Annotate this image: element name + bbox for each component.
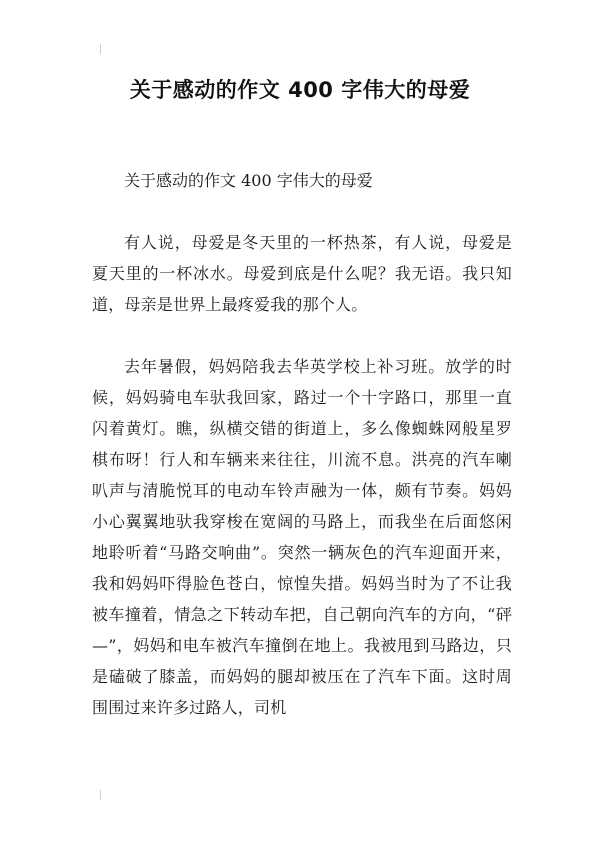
document-body bbox=[92, 165, 512, 754]
document-title: 关于感动的作文 400 字伟大的母爱 bbox=[129, 78, 471, 102]
paragraph-1: 有人说，母爱是冬天里的一杯热茶，有人说，母爱是夏天里的一杯冰水。母爱到底是什么呢？我无语。我只知道，母亲是世界上最疼爱我的那个人。 bbox=[92, 233, 512, 314]
document-subtitle: 关于感动的作文 400 字伟大的母爱 bbox=[124, 171, 373, 190]
paragraph-2: 去年暑假，妈妈陪我去华英学校上补习班。放学的时候，妈妈骑电车驮我回家，路过一个十字路口，那里一直闪着黄灯。瞧，纵横交错的街道上，多么像蜘蛛网般星罗棋布呀！行人和车辆来来往往，川流不息。洪亮的汽车喇叭声与清脆悦耳的电动车铃声融为一体，颇有节奏。妈妈小心翼翼地驮我穿梭在宽阔的马路上，而我坐在后面悠闲地聆听着“马路交响曲”。突然一辆灰色的汽车迎面开来，我和妈妈吓得脸色苍白，惊惶失措。妈妈当时为了不让我被车撞着，情急之下转动车把，自己朝向汽车的方向，“砰—”，妈妈和电车被汽车撞倒在地上。我被甩到马路边，只是磕破了膝盖，而妈妈的腿却被压在了汽车下面。这时周围围过来许多过路人，司机 bbox=[92, 357, 512, 717]
page-corner-mark-top bbox=[100, 44, 101, 54]
page-corner-mark-bottom bbox=[100, 790, 101, 800]
